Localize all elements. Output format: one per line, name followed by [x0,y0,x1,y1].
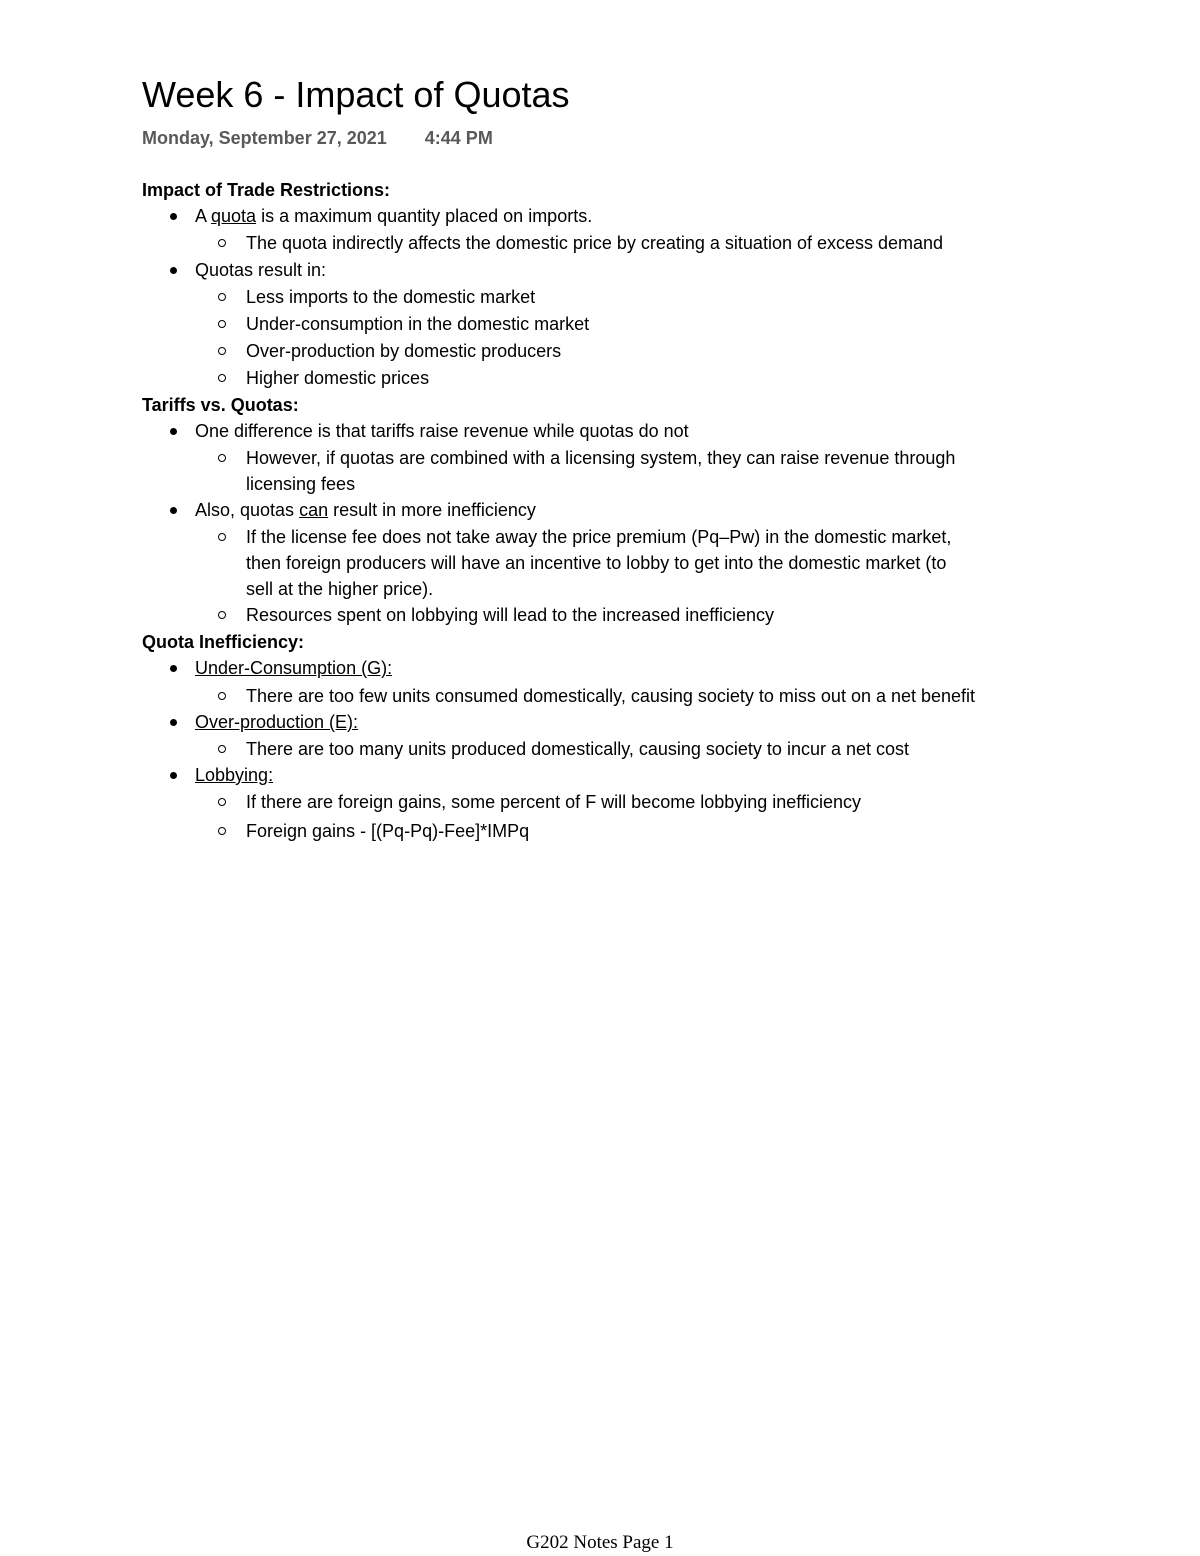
list-item: There are too few units consumed domestically, causing society to miss out on a net benefit [246,686,976,706]
bullet-icon [170,507,177,514]
sub-bullet-icon [218,533,226,541]
sub-bullet-icon [218,374,226,382]
note-date: Monday, September 27, 2021 [142,128,387,148]
sub-bullet-icon [218,827,226,835]
section-heading: Quota Inefficiency: [142,632,305,652]
list-item: If the license fee does not take away the price premium (Pq–Pw) in the domestic market, [246,527,952,547]
underlined-term: quota [211,206,257,226]
bullet-icon [170,213,177,220]
note-time: 4:44 PM [424,128,493,148]
sub-bullet-icon [218,320,226,328]
list-item: Under-Consumption (G): [195,658,393,678]
sub-bullet-icon [218,798,226,806]
list-item: One difference is that tariffs raise revenue while quotas do not [195,421,689,441]
bullet-icon [170,772,177,779]
sub-bullet-icon [218,347,226,355]
section-heading: Tariffs vs. Quotas: [142,395,299,415]
bullet-icon [170,428,177,435]
text: is a maximum quantity placed on imports. [256,206,593,226]
text: result in more inefficiency [328,500,536,520]
sub-bullet-icon [218,745,226,753]
section-heading: Impact of Trade Restrictions: [142,180,391,200]
list-item [195,497,536,523]
list-item: Lobbying: [195,765,274,785]
sub-bullet-icon [218,454,226,462]
list-item: If there are foreign gains, some percent of F will become lobbying inefficiency [246,792,861,812]
page-footer: G202 Notes Page 1 [526,1532,674,1553]
list-item: There are too many units produced domestically, causing society to incur a net cost [246,739,910,759]
list-item: Less imports to the domestic market [246,287,536,307]
list-item: Higher domestic prices [246,368,430,388]
list-item: Resources spent on lobbying will lead to the increased inefficiency [246,605,774,625]
list-item: However, if quotas are combined with a licensing system, they can raise revenue through [246,448,956,468]
sub-bullet-icon [218,239,226,247]
list-item-continuation: licensing fees [246,474,356,494]
list-item-continuation: sell at the higher price). [246,579,434,599]
list-item: Over-production (E): [195,712,359,732]
list-item [195,203,592,229]
text: Also, quotas [195,500,300,520]
bullet-icon [170,665,177,672]
list-item-continuation: then foreign producers will have an incentive to lobby to get into the domestic market (to [246,553,947,573]
bullet-icon [170,267,177,274]
bullet-icon [170,719,177,726]
list-item: Quotas result in: [195,260,327,280]
list-item: Under-consumption in the domestic market [246,314,590,334]
list-item: Over-production by domestic producers [246,341,562,361]
underlined-term: can [299,500,329,520]
page-title: Week 6 - Impact of Quotas [142,74,570,115]
sub-bullet-icon [218,692,226,700]
sub-bullet-icon [218,293,226,301]
list-item: The quota indirectly affects the domestic price by creating a situation of excess demand [246,233,944,253]
note-metadata [142,128,493,149]
text: A [195,206,212,226]
list-item: Foreign gains - [(Pq-Pq)-Fee]*IMPq [246,821,530,841]
sub-bullet-icon [218,611,226,619]
